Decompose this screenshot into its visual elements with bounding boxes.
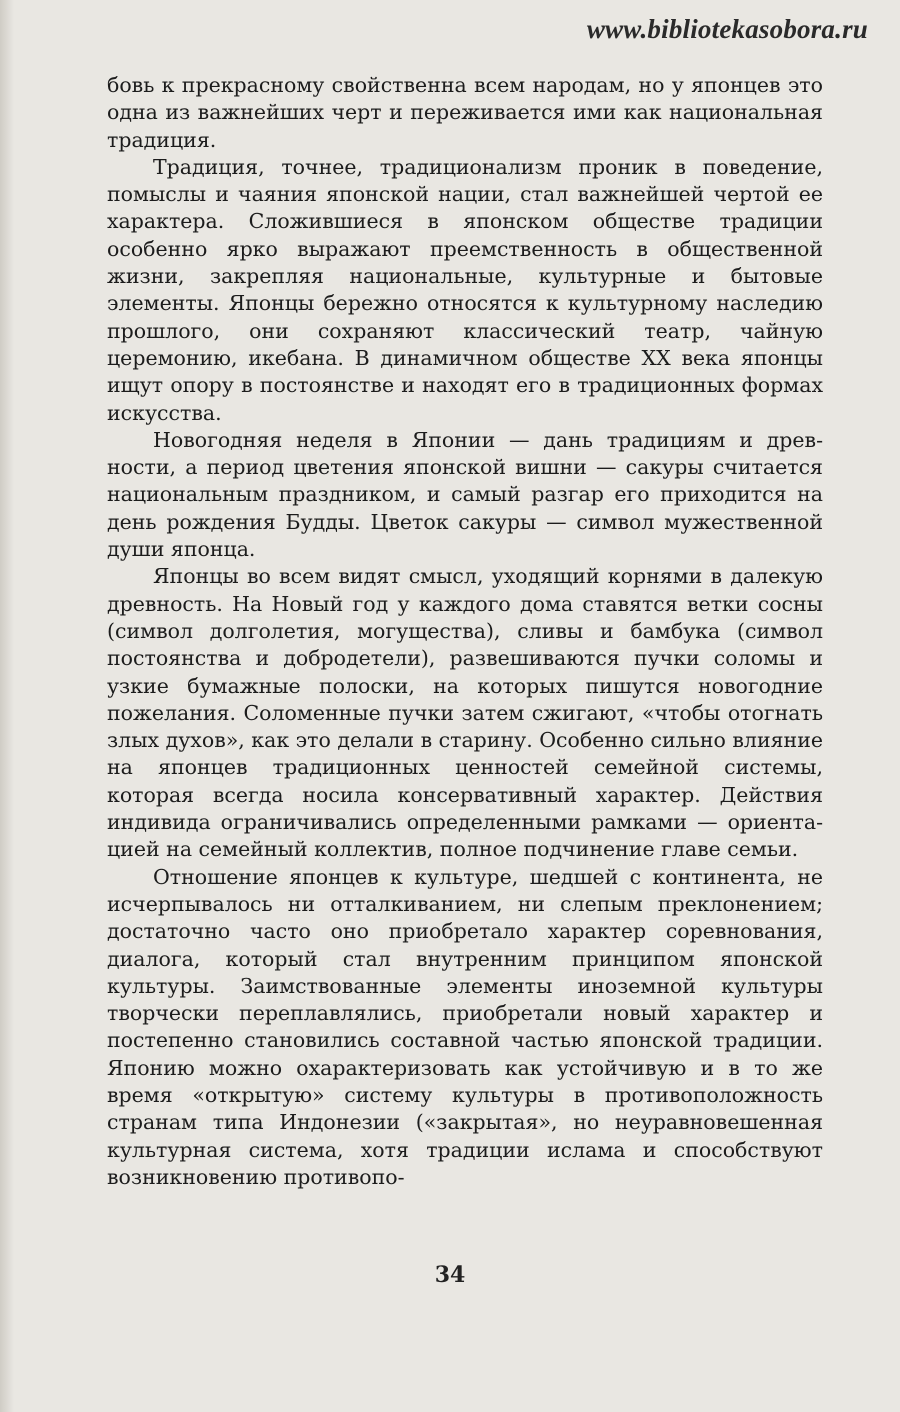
scan-edge-shadow [0, 0, 14, 1412]
site-watermark: www.bibliotekasobora.ru [586, 14, 868, 44]
paragraph-1: бовь к прекрасному свойственна всем народам, но у японцев это одна из важнейших черт и переживается ими как национальная традиция. [107, 73, 823, 152]
page-number: 34 [434, 1262, 466, 1288]
page-text-body [107, 72, 823, 1191]
paragraph-5: Отношение японцев к культуре, шедшей с континента, не исчерпывалось ни отталкиванием, ни слепым преклонением; достаточно часто оно приобретало характер соревнования, диалога, который стал внутренним принципом японской культуры. Заимствованные элементы иноземной культуры творчески переплавлялись, приобретали новый характер и постепенно становились составной частью японской традиции. Японию можно охарактеризовать как устойчивую и в то же время «открытую» систему культуры в противоположность странам типа Индонезии («закрытая», но неуравновешенная культурная система, хотя традиции ислама и способствуют возникновению противопо- [107, 864, 823, 1189]
paragraph-4: Японцы во всем видят смысл, уходящий корнями в далекую древность. На Новый год у каждого дома ставятся ветки сосны (символ долголетия, могущества), сливы и бамбука (символ постоянства и добродетели), развешиваются пучки соломы и узкие бумажные полоски, на которых пишутся новогодние пожелания. Соломенные пучки затем сжигают, «чтобы отогнать злых духов», как это делали в старину. Особенно сильно влияние на японцев традиционных ценностей семейной системы, которая всегда носила консервативный характер. Действия индивида ограничивались определенными рамками — ориентацией на семейный коллектив, полное подчинение главе семьи. [107, 564, 823, 862]
paragraph-2: Традиция, точнее, традиционализм проник в поведение, помыслы и чаяния японской нации, стал важнейшей чертой ее характера. Сложившиеся в японском обществе традиции особенно ярко выражают преемственность в общественной жизни, закрепляя национальные, культурные и бытовые элементы. Японцы бережно относятся к культурному наследию прошлого, они сохраняют классический театр, чайную церемонию, икебана. В динамичном обществе XX века японцы ищут опору в постоянстве и находят его в традиционных формах искусства. [107, 154, 823, 425]
paragraph-3: Новогодняя неделя в Японии — дань традициям и древности, а период цветения японской вишни — сакуры считается национальным праздником, и самый разгар его приходится на день рождения Будды. Цветок сакуры — символ мужественной души японца. [107, 427, 823, 562]
